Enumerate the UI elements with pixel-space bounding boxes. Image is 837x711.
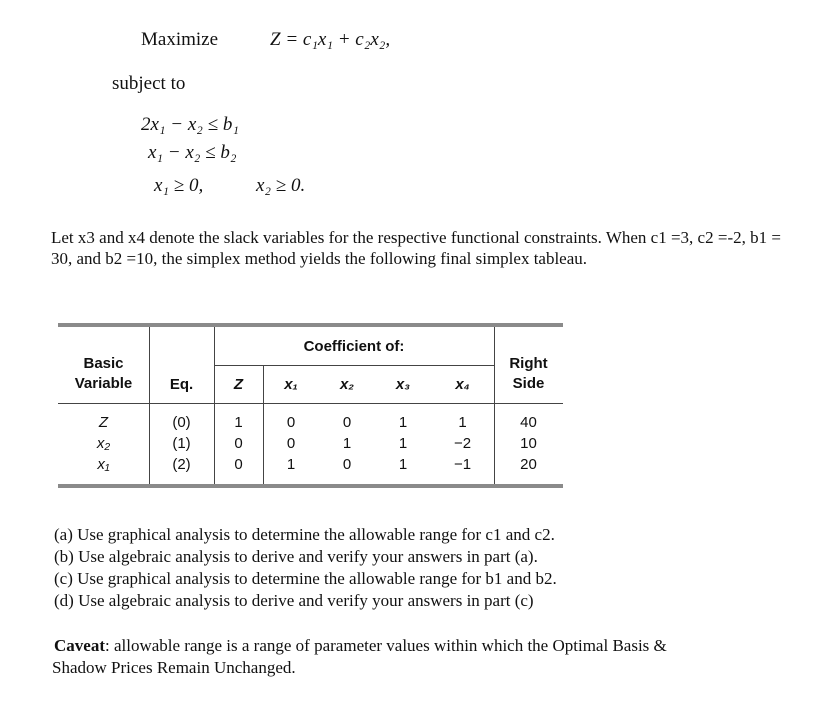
cell-x1: 1 [286, 456, 296, 473]
header-bottom-rule [58, 403, 563, 404]
cell-x4: −1 [453, 456, 472, 473]
caveat-label: Caveat [54, 636, 105, 655]
cell-x1: 0 [286, 435, 296, 452]
cell-rhs: 40 [520, 414, 537, 431]
caveat-line-2: Shadow Prices Remain Unchanged. [52, 658, 296, 677]
header-eq: Eq. [169, 376, 194, 393]
cell-x3: 1 [398, 435, 408, 452]
cell-z: 0 [234, 456, 243, 473]
objective-expression: Z = c₁x₁ + c₂x₂, [270, 29, 391, 50]
tableau-top-rule [58, 323, 563, 327]
subject-to-label: subject to [112, 73, 186, 94]
coefficient-underline [214, 365, 494, 366]
header-basic: Basic [83, 355, 124, 372]
question-d: (d) Use algebraic analysis to derive and verify your answers in part (c) [54, 591, 534, 610]
cell-x1: 0 [286, 414, 296, 431]
header-x2: x₂ [339, 376, 355, 393]
header-x3: x₃ [395, 376, 411, 393]
cell-x4: −2 [453, 435, 472, 452]
cell-x3: 1 [398, 414, 408, 431]
nonnegativity-x1: x₁ ≥ 0, [154, 175, 204, 196]
tableau-bottom-rule [58, 484, 563, 488]
header-side: Side [512, 375, 545, 392]
header-z: Z [233, 376, 244, 393]
question-a: (a) Use graphical analysis to determine the allowable range for c1 and c2. [54, 525, 555, 544]
cell-basic: Z [98, 414, 109, 431]
cell-eq: (2) [172, 456, 191, 473]
cell-x2: 0 [342, 456, 352, 473]
cell-eq: (1) [172, 435, 191, 452]
caveat-text: : allowable range is a range of parameter values within which the Optimal Basis & [104, 636, 667, 655]
cell-z: 1 [234, 414, 243, 431]
header-coefficient: Coefficient of: [303, 338, 405, 355]
header-x4: x₄ [455, 376, 470, 393]
cell-basic: x₂ [96, 435, 111, 452]
question-b: (b) Use algebraic analysis to derive and verify your answers in part (a). [54, 547, 538, 566]
nonnegativity-x2: x₂ ≥ 0. [256, 175, 306, 196]
cell-rhs: 10 [520, 435, 537, 452]
objective-word: Maximize [141, 29, 219, 50]
constraint-2: x₁ − x₂ ≤ b₂ [148, 142, 237, 163]
header-right: Right [509, 355, 548, 372]
caveat-line-1 [54, 635, 667, 656]
header-x1: x₁ [284, 376, 298, 393]
cell-x2: 0 [342, 414, 352, 431]
header-variable: Variable [74, 375, 133, 392]
cell-eq: (0) [172, 414, 191, 431]
cell-basic: x₁ [97, 456, 110, 473]
cell-z: 0 [234, 435, 243, 452]
cell-x4: 1 [458, 414, 467, 431]
question-c: (c) Use graphical analysis to determine the allowable range for b1 and b2. [54, 569, 557, 588]
constraint-1: 2x₁ − x₂ ≤ b₁ [141, 114, 239, 135]
cell-rhs: 20 [520, 456, 537, 473]
intro-paragraph: Let x3 and x4 denote the slack variables for the respective functional constraints. When c1 =3, c2 =-2, b1 = 30, and b2 =10, the simplex method yields the following final simplex tableau. [51, 228, 781, 268]
cell-x2: 1 [342, 435, 352, 452]
cell-x3: 1 [398, 456, 408, 473]
